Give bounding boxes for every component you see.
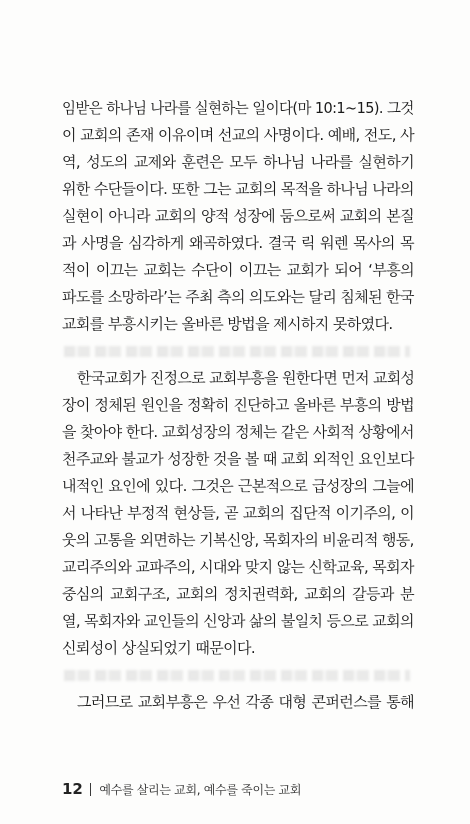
bleed-through-smudge xyxy=(64,670,410,681)
body-text-line: 장이 정체된 원인을 정확히 진단하고 올바른 부흥의 방법 xyxy=(62,396,414,414)
body-text-line: 한국교회가 진정으로 교회부흥을 원한다면 먼저 교회성 xyxy=(76,369,415,387)
body-text-line: 을 찾아야 한다. 교회성장의 정체는 같은 사회적 상황에서 xyxy=(62,423,414,441)
body-text-line: 내적인 요인에 있다. 그것은 근본적으로 급성장의 그늘에 xyxy=(62,477,414,495)
body-text-line: 과 사명을 심각하게 왜곡하였다. 결국 릭 워렌 목사의 목 xyxy=(62,234,414,252)
page-number: 12 xyxy=(62,780,83,798)
body-text-line: 열, 목회자와 교인들의 신앙과 삶의 불일치 등으로 교회의 xyxy=(62,612,414,630)
running-title: 예수를 살리는 교회, 예수를 죽이는 교회 xyxy=(99,782,302,797)
body-text-line: 파도를 소망하라’는 주최 측의 의도와는 달리 침체된 한국 xyxy=(62,288,414,306)
bleed-through-smudge xyxy=(64,346,410,357)
footer-divider xyxy=(90,783,92,796)
body-text-line: 역, 성도의 교제와 훈련은 모두 하나님 나라를 실현하기 xyxy=(62,153,414,171)
body-text-line: 웃의 고통을 외면하는 기복신앙, 목회자의 비윤리적 행동, xyxy=(62,531,414,549)
paragraph xyxy=(62,95,414,338)
body-text-line: 위한 수단들이다. 또한 그는 교회의 목적을 하나님 나라의 xyxy=(62,180,414,198)
body-text-line: 교리주의와 교파주의, 시대와 맞지 않는 신학교육, 목회자 xyxy=(62,558,414,576)
body-text-line: 그러므로 교회부흥은 우선 각종 대형 콘퍼런스를 통해 xyxy=(77,693,414,711)
body-text-line: 실현이 아니라 교회의 양적 성장에 둠으로써 교회의 본질 xyxy=(62,207,414,225)
body-text xyxy=(62,95,414,716)
body-text-line: 임받은 하나님 나라를 실현하는 일이다(마 10:1~15). 그것 xyxy=(62,99,414,117)
body-text-line: 적이 이끄는 교회는 수단이 이끄는 교회가 되어 ‘부흥의 xyxy=(62,261,414,279)
body-text-line: 서 나타난 부정적 현상들, 곧 교회의 집단적 이기주의, 이 xyxy=(62,504,414,522)
body-text-line: 중심의 교회구조, 교회의 정치권력화, 교회의 갈등과 분 xyxy=(62,585,414,603)
body-text-line: 신뢰성이 상실되었기 때문이다. xyxy=(62,639,256,657)
paragraph xyxy=(62,365,414,662)
body-text-line: 교회를 부흥시키는 올바른 방법을 제시하지 못하였다. xyxy=(62,315,393,333)
paragraph xyxy=(62,689,414,716)
body-text-line: 이 교회의 존재 이유이며 선교의 사명이다. 예배, 전도, 사 xyxy=(62,126,414,144)
running-footer xyxy=(62,779,301,799)
body-text-line: 천주교와 불교가 성장한 것을 볼 때 교회 외적인 요인보다 xyxy=(62,450,414,468)
